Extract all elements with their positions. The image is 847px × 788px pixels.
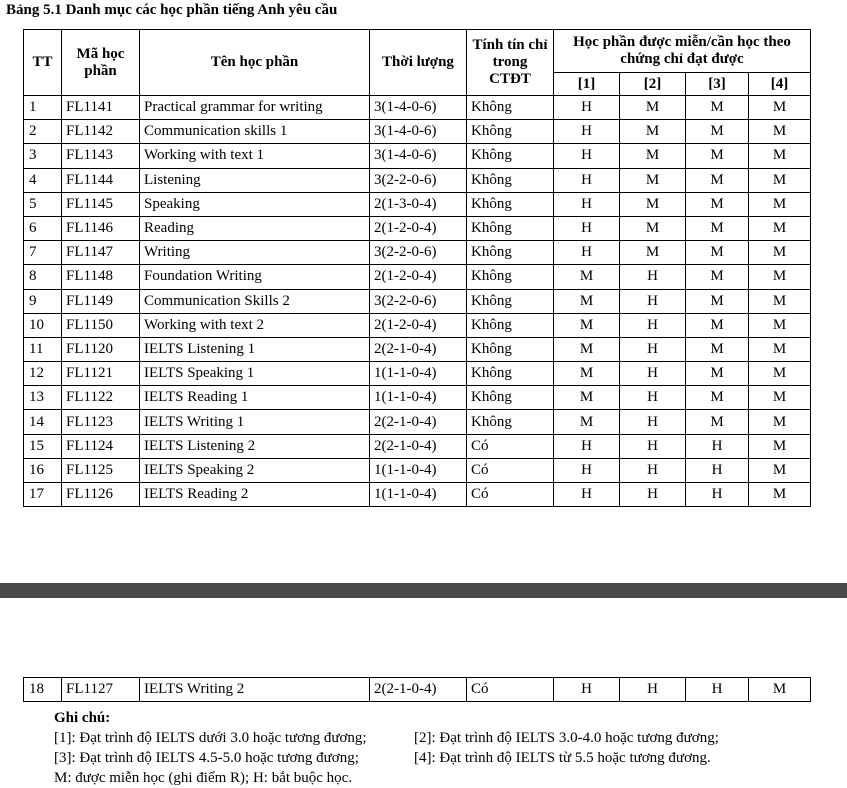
cell-credit: Không [467, 192, 554, 216]
cell-duration: 2(2-1-0-4) [370, 410, 467, 434]
cell-level-1: M [554, 386, 620, 410]
table-row [24, 410, 811, 434]
cell-credit: Không [467, 337, 554, 361]
notes-title: Ghi chú: [54, 710, 111, 726]
cell-level-1: M [554, 265, 620, 289]
cell-tt: 9 [24, 289, 62, 313]
cell-credit: Không [467, 289, 554, 313]
cell-level-1: H [554, 434, 620, 458]
cell-level-2: H [620, 386, 686, 410]
cell-level-1: M [554, 337, 620, 361]
cell-level-2: M [620, 241, 686, 265]
cell-level-4: M [749, 192, 811, 216]
cell-tt: 1 [24, 96, 62, 120]
cell-course-code: FL1144 [62, 168, 140, 192]
note-legend: M: được miễn học (ghi điểm R); H: bắt buộc học. [54, 770, 353, 786]
cell-tt: 4 [24, 168, 62, 192]
cell-level-2: M [620, 144, 686, 168]
header-credit: Tính tín chỉ trong CTĐT [467, 30, 554, 96]
cell-level-1: H [554, 458, 620, 482]
cell-course-code: FL1124 [62, 434, 140, 458]
note-level-2: [2]: Đạt trình độ IELTS 3.0-4.0 hoặc tương đương; [414, 730, 719, 746]
cell-course-code: FL1127 [62, 678, 140, 702]
cell-level-3: H [686, 483, 749, 507]
cell-level-1: H [554, 216, 620, 240]
cell-course-name: IELTS Listening 2 [140, 434, 370, 458]
cell-level-3: H [686, 678, 749, 702]
cell-credit: Không [467, 241, 554, 265]
cell-course-name: Working with text 2 [140, 313, 370, 337]
cell-course-name: Communication skills 1 [140, 120, 370, 144]
cell-level-3: M [686, 313, 749, 337]
cell-level-1: H [554, 120, 620, 144]
cell-level-4: M [749, 337, 811, 361]
table-row [24, 96, 811, 120]
cell-tt: 15 [24, 434, 62, 458]
cell-level-1: H [554, 678, 620, 702]
cell-level-4: M [749, 386, 811, 410]
cell-level-4: M [749, 434, 811, 458]
table-row [24, 458, 811, 482]
cell-level-3: M [686, 216, 749, 240]
cell-level-2: H [620, 410, 686, 434]
cell-course-code: FL1141 [62, 96, 140, 120]
cell-course-name: IELTS Writing 1 [140, 410, 370, 434]
cell-tt: 7 [24, 241, 62, 265]
cell-level-3: M [686, 410, 749, 434]
cell-course-name: IELTS Writing 2 [140, 678, 370, 702]
cell-tt: 17 [24, 483, 62, 507]
table-row [24, 337, 811, 361]
header-exemption: Học phần được miễn/cần học theo chứng chỉ đạt được [554, 30, 811, 73]
cell-course-code: FL1150 [62, 313, 140, 337]
table-row [24, 313, 811, 337]
cell-course-name: IELTS Reading 2 [140, 483, 370, 507]
cell-tt: 12 [24, 362, 62, 386]
cell-duration: 3(1-4-0-6) [370, 120, 467, 144]
notes-section [54, 708, 719, 788]
cell-tt: 13 [24, 386, 62, 410]
cell-level-3: M [686, 386, 749, 410]
cell-course-code: FL1149 [62, 289, 140, 313]
cell-level-2: H [620, 434, 686, 458]
cell-level-1: M [554, 289, 620, 313]
cell-tt: 11 [24, 337, 62, 361]
cell-level-4: M [749, 144, 811, 168]
table-row [24, 144, 811, 168]
course-table-body [24, 96, 811, 507]
cell-level-1: H [554, 168, 620, 192]
cell-duration: 1(1-1-0-4) [370, 362, 467, 386]
cell-tt: 18 [24, 678, 62, 702]
cell-credit: Không [467, 96, 554, 120]
course-table [23, 29, 811, 507]
cell-course-name: Reading [140, 216, 370, 240]
cell-level-1: M [554, 313, 620, 337]
cell-level-3: M [686, 96, 749, 120]
table-row [24, 678, 811, 702]
cell-duration: 1(1-1-0-4) [370, 483, 467, 507]
cell-course-code: FL1122 [62, 386, 140, 410]
header-duration: Thời lượng [370, 30, 467, 96]
cell-credit: Không [467, 386, 554, 410]
course-table-continued [23, 677, 811, 702]
cell-level-3: M [686, 144, 749, 168]
cell-course-name: IELTS Reading 1 [140, 386, 370, 410]
cell-credit: Có [467, 434, 554, 458]
cell-level-2: H [620, 362, 686, 386]
cell-tt: 2 [24, 120, 62, 144]
header-level-1: [1] [554, 73, 620, 96]
cell-level-4: M [749, 216, 811, 240]
cell-duration: 3(1-4-0-6) [370, 144, 467, 168]
cell-credit: Không [467, 362, 554, 386]
cell-credit: Không [467, 313, 554, 337]
table-row [24, 192, 811, 216]
cell-duration: 2(1-2-0-4) [370, 313, 467, 337]
cell-duration: 3(2-2-0-6) [370, 289, 467, 313]
cell-level-3: M [686, 168, 749, 192]
cell-course-name: IELTS Speaking 1 [140, 362, 370, 386]
cell-level-1: H [554, 96, 620, 120]
cell-course-code: FL1148 [62, 265, 140, 289]
table-row [24, 483, 811, 507]
note-level-1: [1]: Đạt trình độ IELTS dưới 3.0 hoặc tương đương; [54, 730, 367, 746]
cell-level-4: M [749, 289, 811, 313]
cell-duration: 1(1-1-0-4) [370, 386, 467, 410]
table-caption: Bảng 5.1 Danh mục các học phần tiếng Anh yêu cầu [6, 2, 338, 18]
cell-level-3: M [686, 192, 749, 216]
header-course-code: Mã học phần [62, 30, 140, 96]
cell-duration: 3(2-2-0-6) [370, 241, 467, 265]
cell-level-1: M [554, 410, 620, 434]
cell-duration: 3(1-4-0-6) [370, 96, 467, 120]
cell-level-2: H [620, 483, 686, 507]
cell-course-name: Working with text 1 [140, 144, 370, 168]
cell-level-1: H [554, 192, 620, 216]
cell-credit: Không [467, 410, 554, 434]
cell-credit: Không [467, 120, 554, 144]
cell-level-3: M [686, 362, 749, 386]
cell-course-code: FL1125 [62, 458, 140, 482]
cell-course-name: Practical grammar for writing [140, 96, 370, 120]
table-row [24, 289, 811, 313]
note-level-3: [3]: Đạt trình độ IELTS 4.5-5.0 hoặc tương đương; [54, 750, 359, 766]
cell-level-1: H [554, 241, 620, 265]
cell-tt: 10 [24, 313, 62, 337]
cell-level-3: H [686, 458, 749, 482]
cell-level-2: H [620, 458, 686, 482]
cell-course-name: Speaking [140, 192, 370, 216]
cell-course-name: Writing [140, 241, 370, 265]
cell-tt: 16 [24, 458, 62, 482]
cell-duration: 2(1-2-0-4) [370, 216, 467, 240]
header-level-2: [2] [620, 73, 686, 96]
cell-level-4: M [749, 265, 811, 289]
cell-level-2: H [620, 337, 686, 361]
cell-level-3: M [686, 289, 749, 313]
cell-duration: 3(2-2-0-6) [370, 168, 467, 192]
cell-level-2: M [620, 216, 686, 240]
cell-course-code: FL1145 [62, 192, 140, 216]
table-row [24, 120, 811, 144]
cell-level-2: H [620, 289, 686, 313]
cell-course-name: IELTS Speaking 2 [140, 458, 370, 482]
cell-level-4: M [749, 362, 811, 386]
cell-level-3: M [686, 241, 749, 265]
cell-level-1: H [554, 144, 620, 168]
cell-course-name: Listening [140, 168, 370, 192]
cell-duration: 1(1-1-0-4) [370, 458, 467, 482]
cell-level-1: M [554, 362, 620, 386]
header-course-name: Tên học phần [140, 30, 370, 96]
cell-course-code: FL1147 [62, 241, 140, 265]
cell-credit: Không [467, 216, 554, 240]
cell-level-2: H [620, 313, 686, 337]
cell-course-code: FL1143 [62, 144, 140, 168]
cell-tt: 6 [24, 216, 62, 240]
cell-course-code: FL1123 [62, 410, 140, 434]
cell-credit: Có [467, 458, 554, 482]
cell-credit: Không [467, 265, 554, 289]
cell-course-name: IELTS Listening 1 [140, 337, 370, 361]
cell-level-2: M [620, 168, 686, 192]
table-row [24, 434, 811, 458]
cell-course-code: FL1142 [62, 120, 140, 144]
cell-credit: Có [467, 483, 554, 507]
cell-course-code: FL1146 [62, 216, 140, 240]
cell-course-code: FL1120 [62, 337, 140, 361]
cell-level-4: M [749, 678, 811, 702]
table-row [24, 216, 811, 240]
cell-tt: 5 [24, 192, 62, 216]
cell-duration: 2(2-1-0-4) [370, 337, 467, 361]
cell-level-2: M [620, 96, 686, 120]
cell-level-3: M [686, 120, 749, 144]
cell-level-4: M [749, 313, 811, 337]
cell-tt: 8 [24, 265, 62, 289]
cell-tt: 14 [24, 410, 62, 434]
cell-level-2: H [620, 678, 686, 702]
table-row [24, 168, 811, 192]
cell-level-3: M [686, 337, 749, 361]
cell-credit: Không [467, 168, 554, 192]
cell-level-4: M [749, 96, 811, 120]
cell-level-4: M [749, 120, 811, 144]
cell-level-2: M [620, 192, 686, 216]
cell-level-1: H [554, 483, 620, 507]
cell-level-3: M [686, 265, 749, 289]
table-row [24, 265, 811, 289]
cell-duration: 2(2-1-0-4) [370, 678, 467, 702]
table-row [24, 241, 811, 265]
cell-tt: 3 [24, 144, 62, 168]
note-level-4: [4]: Đạt trình độ IELTS từ 5.5 hoặc tương đương. [414, 750, 711, 766]
cell-course-code: FL1121 [62, 362, 140, 386]
cell-level-4: M [749, 458, 811, 482]
cell-level-4: M [749, 410, 811, 434]
cell-level-4: M [749, 483, 811, 507]
cell-level-4: M [749, 241, 811, 265]
cell-level-2: H [620, 265, 686, 289]
header-tt: TT [24, 30, 62, 96]
cell-course-name: Foundation Writing [140, 265, 370, 289]
page-break [0, 583, 847, 598]
cell-course-name: Communication Skills 2 [140, 289, 370, 313]
cell-level-2: M [620, 120, 686, 144]
header-level-3: [3] [686, 73, 749, 96]
header-level-4: [4] [749, 73, 811, 96]
cell-credit: Không [467, 144, 554, 168]
cell-level-4: M [749, 168, 811, 192]
cell-course-code: FL1126 [62, 483, 140, 507]
table-row [24, 386, 811, 410]
cell-level-3: H [686, 434, 749, 458]
table-row [24, 362, 811, 386]
cell-duration: 2(2-1-0-4) [370, 434, 467, 458]
cell-credit: Có [467, 678, 554, 702]
cell-duration: 2(1-2-0-4) [370, 265, 467, 289]
cell-duration: 2(1-3-0-4) [370, 192, 467, 216]
